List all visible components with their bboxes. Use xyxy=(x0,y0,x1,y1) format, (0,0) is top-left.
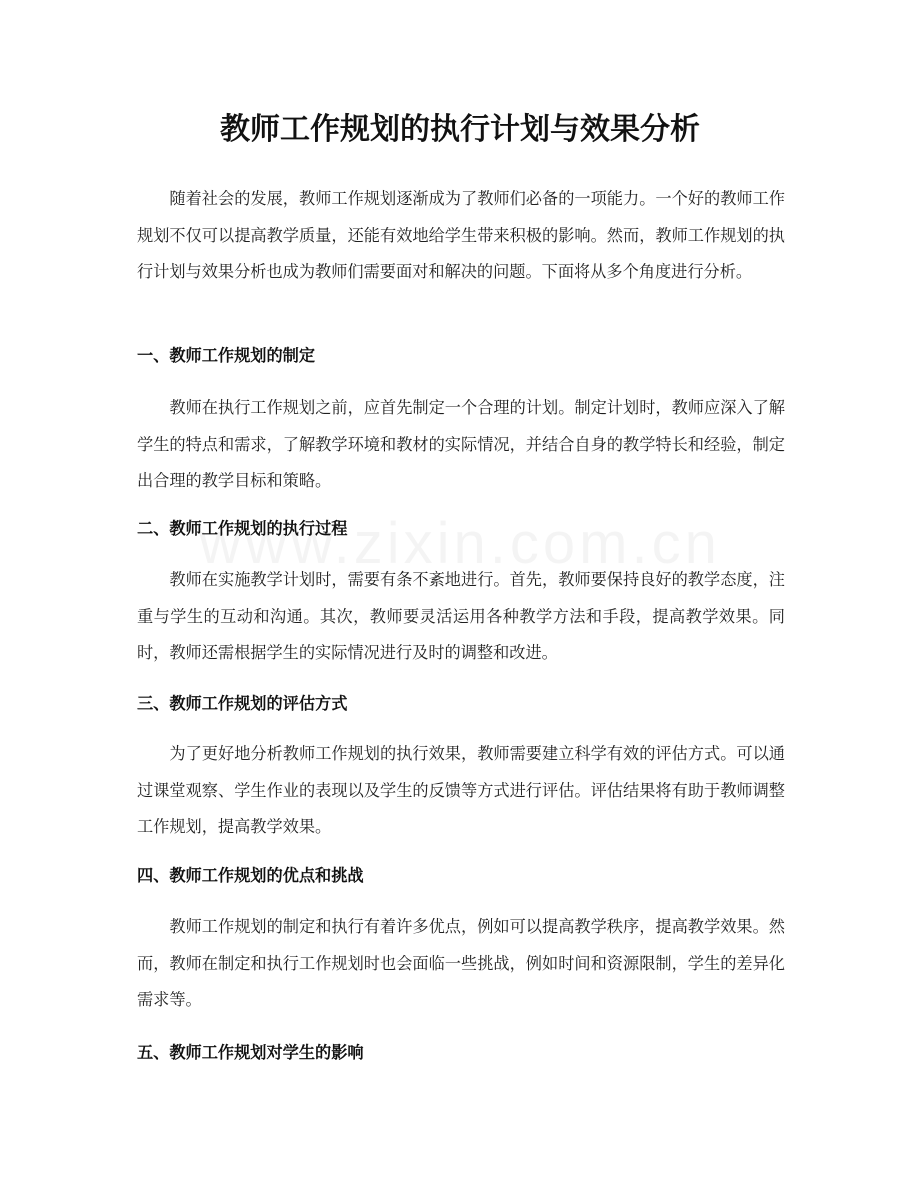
section-body-4: 教师工作规划的制定和执行有着许多优点，例如可以提高教学秩序，提高教学效果。然而，教师在制定和执行工作规划时也会面临一些挑战，例如时间和资源限制，学生的差异化需求等。 xyxy=(137,917,785,1009)
section-body-2: 教师在实施教学计划时，需要有条不紊地进行。首先，教师要保持良好的教学态度，注重与学生的互动和沟通。其次，教师要灵活运用各种教学方法和手段，提高教学效果。同时，教师还需根据学生的实际情况进行及时的调整和改进。 xyxy=(137,570,785,662)
section-heading-2: 二、教师工作规划的执行过程 xyxy=(137,519,348,538)
section-heading-3: 三、教师工作规划的评估方式 xyxy=(137,694,348,713)
intro-paragraph: 随着社会的发展，教师工作规划逐渐成为了教师们必备的一项能力。一个好的教师工作规划不仅可以提高教学质量，还能有效地给学生带来积极的影响。然而，教师工作规划的执行计划与效果分析也成为教师们需要面对和解决的问题。下面将从多个角度进行分析。 xyxy=(137,189,785,281)
section-body-3: 为了更好地分析教师工作规划的执行效果，教师需要建立科学有效的评估方式。可以通过课堂观察、学生作业的表现以及学生的反馈等方式进行评估。评估结果将有助于教师调整工作规划，提高教学效果。 xyxy=(137,744,785,836)
page-title: 教师工作规划的执行计划与效果分析 xyxy=(220,112,700,147)
section-heading-1: 一、教师工作规划的制定 xyxy=(137,346,316,365)
section-heading-5: 五、教师工作规划对学生的影响 xyxy=(137,1043,364,1062)
section-heading-4: 四、教师工作规划的优点和挑战 xyxy=(137,866,364,885)
section-body-1: 教师在执行工作规划之前，应首先制定一个合理的计划。制定计划时，教师应深入了解学生的特点和需求，了解教学环境和教材的实际情况，并结合自身的教学特长和经验，制定出合理的教学目标和策略。 xyxy=(137,398,785,490)
